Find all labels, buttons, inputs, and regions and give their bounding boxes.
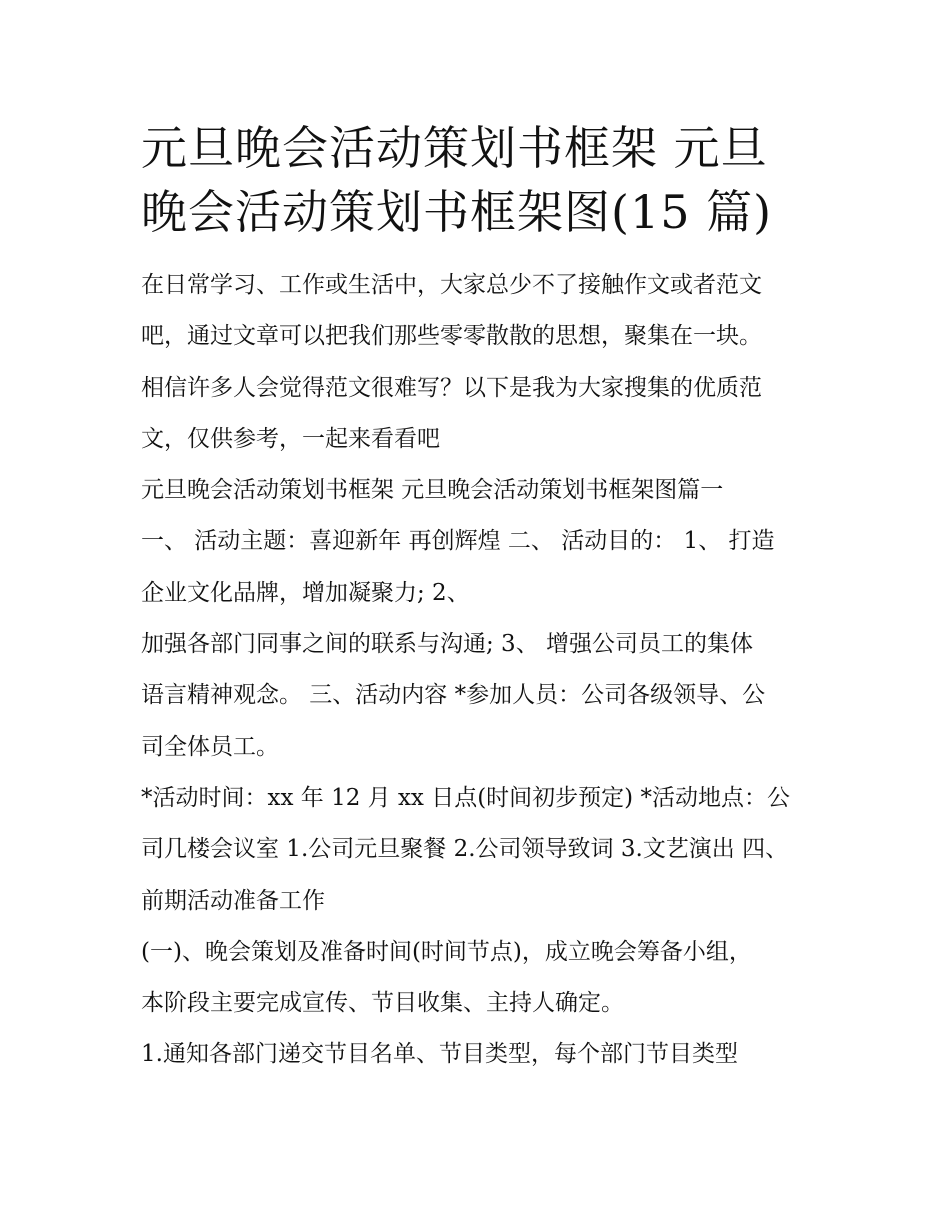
text-line: 司全体员工。 xyxy=(141,733,279,760)
title-line: 晚会活动策划书框架图(15 篇) xyxy=(141,185,773,239)
document-body xyxy=(141,260,821,1081)
document-title xyxy=(141,116,821,244)
text-line: 文，仅供参考，一起来看看吧 xyxy=(141,425,440,452)
paragraph-intro xyxy=(141,260,821,465)
text-line: 加强各部门同事之间的联系与沟通; 3、 增强公司员工的集体 xyxy=(141,631,754,658)
text-line: 吧，通过文章可以把我们那些零零散散的思想，聚集在一块。 xyxy=(141,323,762,350)
text-line: 在日常学习、工作或生活中，大家总少不了接触作文或者范文 xyxy=(141,272,762,298)
paragraph-notify xyxy=(141,1029,821,1080)
text-line: 语言精神观念。 三、活动内容 *参加人员：公司各级领导、公 xyxy=(141,682,766,709)
document-page xyxy=(141,116,821,1081)
text-line: 1.通知各部门递交节目名单、节目类型，每个部门节目类型 xyxy=(141,1041,738,1068)
text-line: *活动时间：xx 年 12 月 xx 日点(时间初步预定) *活动地点：公 xyxy=(141,784,790,811)
paragraph-theme-goals xyxy=(141,516,821,619)
title-line: 元旦晚会活动策划书框架 元旦 xyxy=(141,121,768,175)
text-line: 本阶段主要完成宣传、节目收集、主持人确定。 xyxy=(141,990,624,1017)
text-line: 企业文化品牌，增加凝聚力; 2、 xyxy=(141,579,470,606)
text-line: 一、 活动主题：喜迎新年 再创辉煌 二、 活动目的： 1、 打造 xyxy=(141,528,775,555)
paragraph-time-location xyxy=(141,773,821,927)
paragraph-goals-content xyxy=(141,619,821,773)
text-line: 前期活动准备工作 xyxy=(141,887,325,914)
text-line: 元旦晚会活动策划书框架 元旦晚会活动策划书框架图篇一 xyxy=(141,477,724,504)
section-heading xyxy=(141,465,821,516)
paragraph-planning xyxy=(141,927,821,1030)
text-line: 司几楼会议室 1.公司元旦聚餐 2.公司领导致词 3.文艺演出 四、 xyxy=(141,836,789,863)
text-line: 相信许多人会觉得范文很难写？以下是我为大家搜集的优质范 xyxy=(141,374,762,401)
text-line: (一)、晚会策划及准备时间(时间节点)，成立晚会筹备小组， xyxy=(141,938,752,965)
